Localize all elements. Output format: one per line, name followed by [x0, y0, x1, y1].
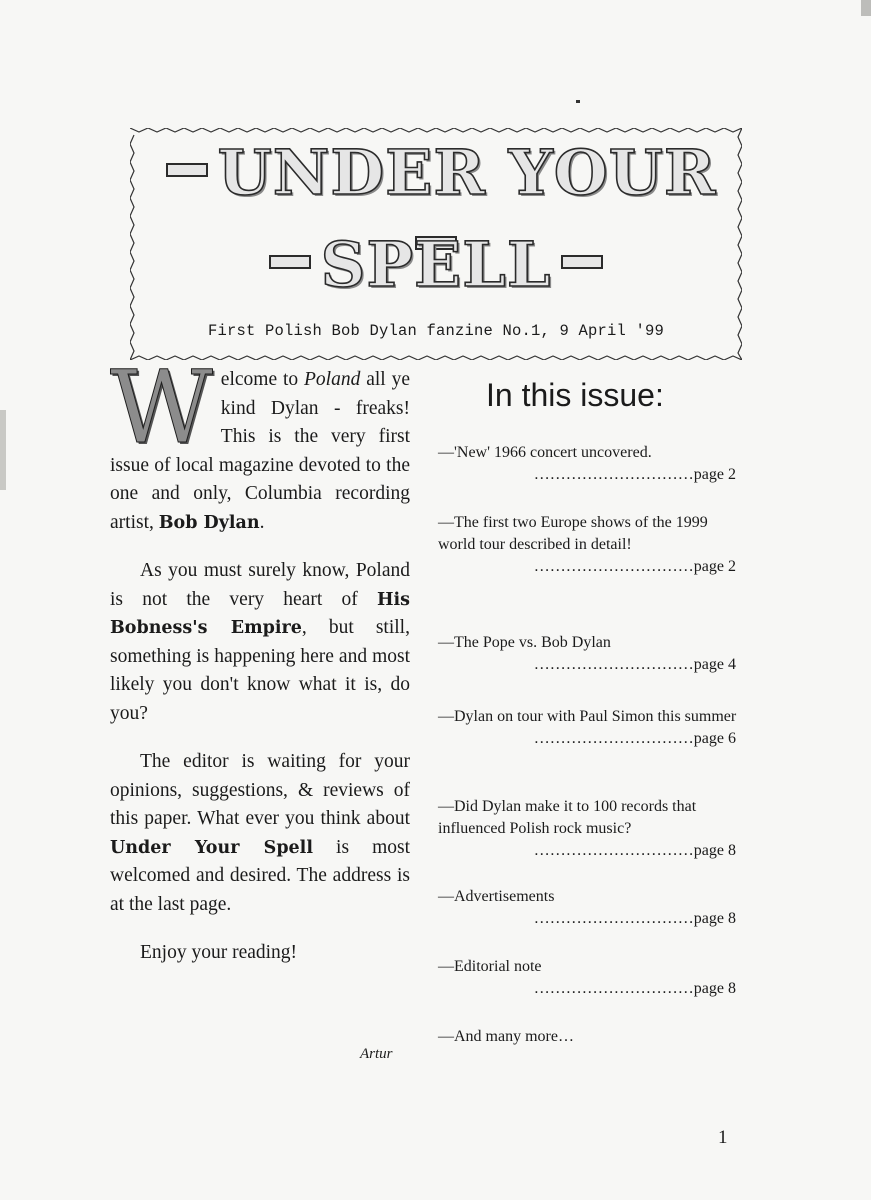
toc-item — [438, 956, 738, 1000]
toc-item-page: …………………………page 8 — [533, 980, 736, 997]
artist-name: Bob Dylan — [158, 512, 260, 533]
drop-cap: W — [110, 349, 213, 466]
toc-heading: In this issue: — [486, 377, 664, 413]
toc-item-page: …………………………page 8 — [533, 910, 736, 927]
masthead — [130, 128, 742, 360]
place-name: Poland — [304, 369, 361, 390]
toc-item — [438, 442, 738, 486]
editor-paragraph: The editor is waiting for your opinions, suggestions, & reviews of this paper. What ever you think about Under Your Spell is most welcomed and desired. The address is at the last page. — [110, 751, 410, 915]
scan-artifact-edge — [0, 410, 6, 490]
toc-item-title: —Editorial note — [438, 958, 542, 975]
toc-item-title: —Advertisements — [438, 888, 555, 905]
dash-ornament — [269, 255, 311, 269]
toc-item-title: —The Pope vs. Bob Dylan — [438, 634, 611, 651]
toc-item-page: …………………………page 4 — [533, 656, 736, 673]
intro-column — [110, 349, 410, 968]
toc-item-title: —Dylan on tour with Paul Simon this summer — [438, 708, 737, 725]
toc-item-title: —And many more… — [438, 1028, 574, 1045]
title-line-1: UNDER YOUR — [130, 136, 742, 282]
toc-item — [438, 706, 738, 750]
poland-paragraph: As you must surely know, Poland is not the very heart of His Bobness's Empire, but still, something is happening here and most likely you don't know what it is, do you? — [110, 560, 410, 724]
signature: Artur — [360, 1046, 393, 1062]
masthead-subtitle: First Polish Bob Dylan fanzine No.1, 9 April '99 — [207, 322, 665, 340]
toc-item — [438, 886, 738, 930]
toc-item-page: …………………………page 2 — [533, 558, 736, 575]
scan-artifact — [861, 0, 871, 16]
title-line-2: SPELL — [130, 228, 742, 301]
closing-line: Enjoy your reading! — [140, 942, 298, 963]
toc-item — [438, 632, 738, 676]
fanzine-name: Under Your Spell — [110, 837, 313, 858]
toc-item-title: —The first two Europe shows of the 1999 world tour described in detail! — [438, 514, 708, 553]
toc-item — [438, 1026, 738, 1048]
ink-speck — [576, 100, 580, 103]
toc-item-page: …………………………page 6 — [533, 730, 736, 747]
toc-item — [438, 512, 738, 578]
page-number: 1 — [718, 1127, 728, 1148]
empire-name: His Bobness's Empire — [110, 589, 410, 638]
welcome-paragraph: Welcome to Poland all ye kind Dylan - freaks! This is the very first issue of local magazine devoted to the one and only, Columbia recording artist, Bob Dylan. — [110, 349, 410, 533]
toc-item-title: —'New' 1966 concert uncovered. — [438, 444, 652, 461]
toc-item-page: …………………………page 8 — [533, 842, 736, 859]
dash-ornament — [166, 163, 208, 177]
toc-item-title: —Did Dylan make it to 100 records that influenced Polish rock music? — [438, 798, 697, 837]
toc-item-page: …………………………page 2 — [533, 466, 736, 483]
dash-ornament — [561, 255, 603, 269]
toc-item — [438, 796, 738, 862]
